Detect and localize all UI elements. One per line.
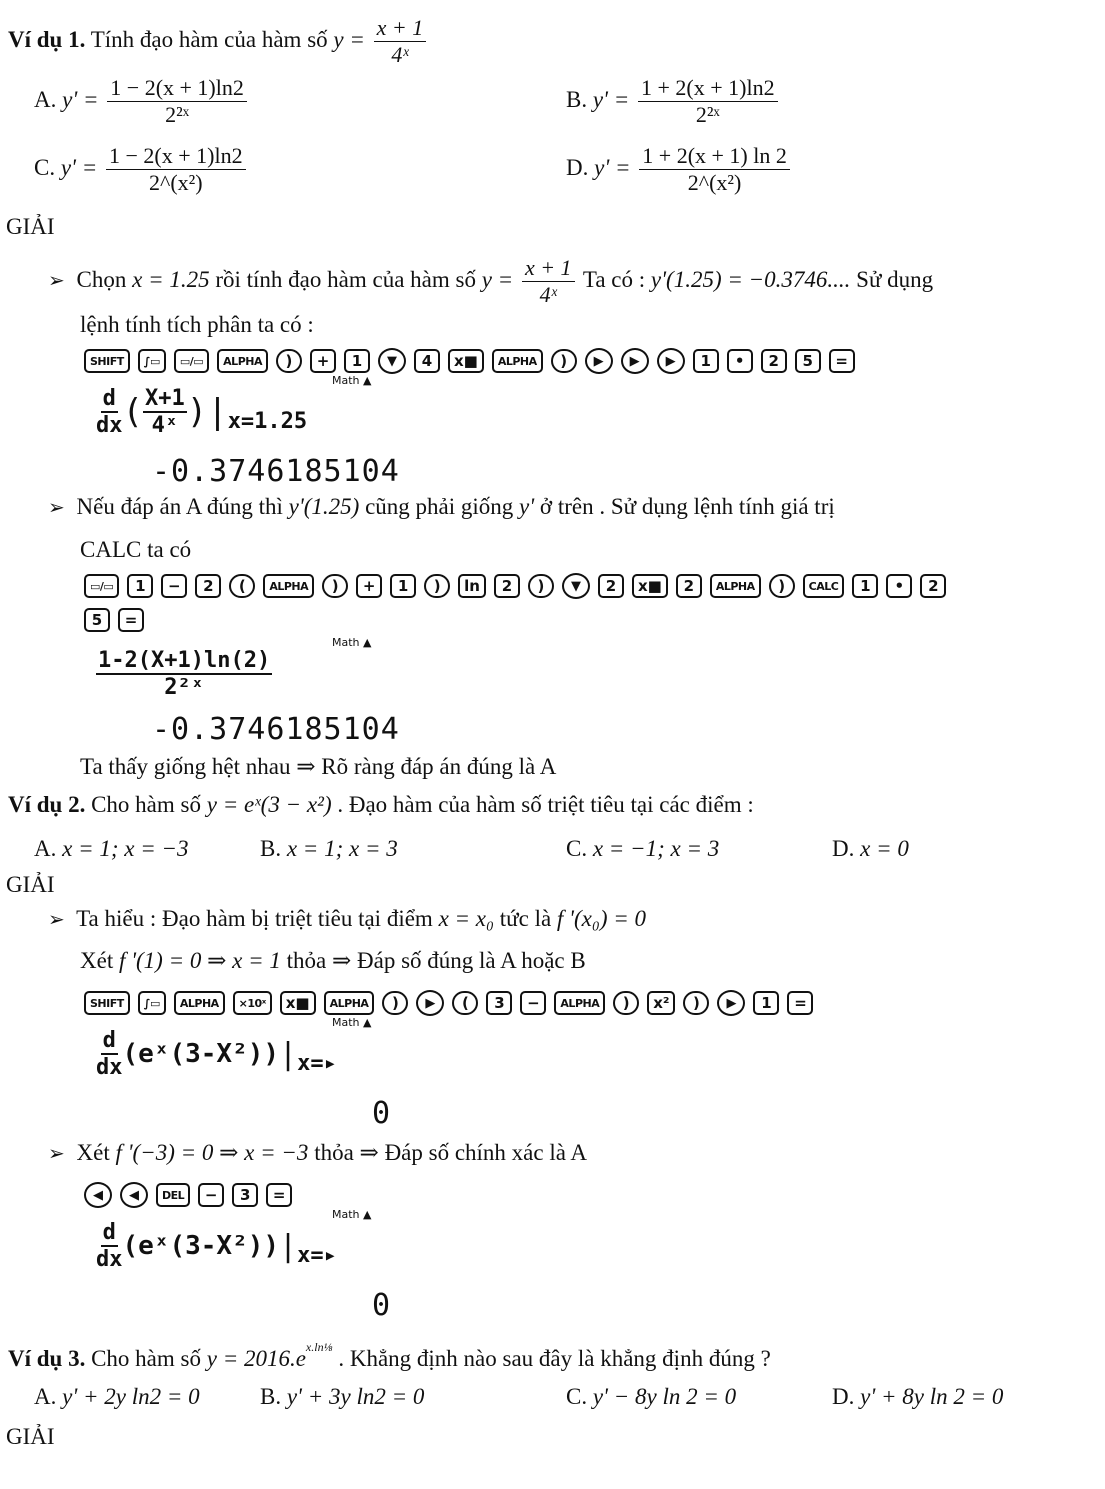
calc-key[interactable]: ∫▭ xyxy=(138,349,166,373)
lcd-flag: Math ▲ xyxy=(332,636,372,649)
ex2-keys2 xyxy=(84,1182,292,1208)
calc-key[interactable]: 2 xyxy=(761,349,787,373)
ex1-func-lhs: y = xyxy=(333,26,365,52)
calc-key[interactable]: CALC xyxy=(803,574,845,598)
calc-key[interactable]: + xyxy=(356,574,382,598)
ex3-option-a xyxy=(34,1384,200,1410)
bullet-arrow-icon: ➢ xyxy=(48,269,65,292)
lcd-d: d xyxy=(102,386,116,411)
option-fraction xyxy=(106,144,246,195)
calc-key[interactable]: ALPHA xyxy=(492,349,543,373)
lcd-num: X+1 xyxy=(144,386,185,411)
ex2-statement xyxy=(8,792,754,818)
ex2-title: Ví dụ 2. xyxy=(8,792,86,817)
option-lhs: y' = xyxy=(594,154,631,180)
option-lhs: y' = xyxy=(62,86,99,112)
ex1-step1-line2: lệnh tính tích phân ta có : xyxy=(80,312,314,337)
bullet-arrow-icon: ➢ xyxy=(48,1143,65,1165)
lcd-d: d xyxy=(102,1028,116,1053)
option-letter: D. xyxy=(566,154,589,180)
calc-key[interactable]: = xyxy=(829,349,855,373)
calc-key[interactable]: • xyxy=(727,349,753,373)
lcd-num: 1-2(X+1)ln(2) xyxy=(98,648,271,673)
option-fraction xyxy=(639,144,790,195)
text: Rõ ràng đáp án đúng là A xyxy=(321,754,557,779)
ex1-step2-line2: CALC ta có xyxy=(80,537,192,562)
math: y' xyxy=(519,494,535,519)
ex1-statement xyxy=(8,16,429,67)
calc-key[interactable]: 2 xyxy=(598,574,624,598)
math: x = 1.25 xyxy=(132,266,210,292)
option-value: x = 0 xyxy=(860,836,909,861)
ex2-option-c xyxy=(566,836,719,862)
lcd-fraction xyxy=(96,648,272,700)
option-letter: C. xyxy=(566,1384,588,1409)
math: f '(1) = 0 ⇒ x = 1 xyxy=(118,948,281,973)
lcd-deriv xyxy=(96,1028,123,1080)
option-value: x = 1; x = −3 xyxy=(62,836,189,861)
option-num: 1 − 2(x + 1)ln2 xyxy=(107,76,247,102)
fraction xyxy=(522,256,575,307)
den: 4ˣ xyxy=(539,282,557,308)
calc-key[interactable]: ◀ xyxy=(84,1182,112,1208)
lcd-result: -0.3746185104 xyxy=(152,454,400,489)
calc-key[interactable]: ▶ xyxy=(717,990,745,1016)
ex1-option-b xyxy=(566,76,781,127)
ex1-giai-heading: GIẢI xyxy=(6,214,55,239)
calc-key[interactable]: ( xyxy=(452,991,478,1015)
text: cũng phải giống xyxy=(365,494,514,519)
ex1-text: Tính đạo hàm của hàm số xyxy=(90,26,328,52)
option-den: 2²ˣ xyxy=(695,102,720,128)
lcd-result: 0 xyxy=(372,1288,392,1323)
lcd-result: 0 xyxy=(372,1096,392,1131)
ex1-keys2a xyxy=(84,573,946,599)
calc-key[interactable]: x■ xyxy=(448,349,484,373)
option-letter: A. xyxy=(34,1384,57,1409)
calc-key[interactable]: 5 xyxy=(84,608,110,632)
option-letter: B. xyxy=(260,1384,282,1409)
calc-key[interactable]: 2 xyxy=(920,574,946,598)
calc-key[interactable]: ALPHA xyxy=(554,991,605,1015)
option-fraction xyxy=(107,76,247,127)
ex1-keys1 xyxy=(84,348,855,374)
calc-key[interactable]: 1 xyxy=(127,574,153,598)
calc-key[interactable]: = xyxy=(787,991,813,1015)
lcd-fraction xyxy=(143,386,187,438)
calc-key[interactable]: 1 xyxy=(753,991,779,1015)
text: thỏa xyxy=(286,948,327,973)
calc-key[interactable]: 2 xyxy=(494,574,520,598)
option-letter: B. xyxy=(260,836,282,861)
calc-key[interactable]: 1 xyxy=(852,574,878,598)
lcd-frac-stack xyxy=(96,648,272,700)
option-letter: B. xyxy=(566,86,588,112)
calc-key[interactable]: ALPHA xyxy=(710,574,761,598)
calc-key[interactable]: • xyxy=(886,574,912,598)
lcd-expr: (eˣ(3-X²)) xyxy=(122,1039,280,1069)
lcd-dx: dx xyxy=(96,1247,123,1272)
text: Sử dụng xyxy=(856,266,934,292)
ex2-option-a xyxy=(34,836,189,862)
option-letter: A. xyxy=(34,836,57,861)
option-den: 2^(x²) xyxy=(687,170,742,196)
calc-key[interactable]: ▼ xyxy=(378,348,406,374)
calc-key[interactable]: ▶ xyxy=(585,348,613,374)
option-value: y' + 3y ln2 = 0 xyxy=(286,1384,425,1409)
math: y'(1.25) = −0.3746.... xyxy=(650,266,851,292)
calc-key[interactable]: ) xyxy=(322,574,348,598)
bullet-arrow-icon: ➢ xyxy=(48,497,65,519)
lcd-result: -0.3746185104 xyxy=(152,712,400,747)
lcd-expression: d dx (eˣ(3-X²)) | x=▸ xyxy=(96,1220,337,1272)
ex1-lcd2 xyxy=(96,636,416,752)
option-letter: A. xyxy=(34,86,57,112)
ex2-keys1 xyxy=(84,990,813,1016)
text: Ta hiểu : Đạo hàm bị triệt tiêu tại điểm xyxy=(76,906,433,931)
option-value: y' + 8y ln 2 = 0 xyxy=(860,1384,1004,1409)
calc-key[interactable]: ×10ˣ xyxy=(233,991,272,1015)
calc-key[interactable]: ◀ xyxy=(120,1182,148,1208)
calc-key[interactable]: 4 xyxy=(414,349,440,373)
ex1-conclusion xyxy=(80,754,556,780)
ex3-option-c xyxy=(566,1384,736,1410)
option-fraction xyxy=(638,76,778,127)
calc-key[interactable]: ▶ xyxy=(621,348,649,374)
option-lhs: y' = xyxy=(592,86,630,112)
math: y = xyxy=(481,266,514,292)
math: f '(x₀) = 0 xyxy=(556,906,647,931)
math: y = 2016.e xyxy=(206,1346,306,1371)
text: rồi tính đạo hàm của hàm số xyxy=(215,266,476,292)
calc-key[interactable]: ▭/▭ xyxy=(174,349,209,373)
ex3-option-b xyxy=(260,1384,424,1410)
calc-key[interactable]: = xyxy=(266,1183,292,1207)
calc-key[interactable]: SHIFT xyxy=(84,991,130,1015)
calc-key[interactable]: ) xyxy=(551,349,577,373)
calc-key[interactable]: x■ xyxy=(632,574,668,598)
option-value: y' − 8y ln 2 = 0 xyxy=(592,1384,737,1409)
lcd-flag: Math ▲ xyxy=(332,1208,372,1221)
calc-key[interactable]: 3 xyxy=(486,991,512,1015)
ex2-step3 xyxy=(48,1140,587,1166)
option-letter: C. xyxy=(34,154,56,180)
calc-key[interactable]: ▶ xyxy=(416,990,444,1016)
ex1-func-fraction xyxy=(374,16,427,67)
lcd-eval: x=▸ xyxy=(297,1050,337,1076)
calc-key[interactable]: ln xyxy=(458,574,486,598)
calc-key[interactable]: 1 xyxy=(344,349,370,373)
bullet-arrow-icon: ➢ xyxy=(48,909,65,931)
ex1-func-num: x + 1 xyxy=(374,16,427,42)
ex2-step1 xyxy=(48,906,646,932)
ex1-step1 xyxy=(48,256,933,307)
lcd-eval: x=▸ xyxy=(297,1242,337,1268)
text: ở trên . Sử dụng lệnh tính giá trị xyxy=(539,494,835,519)
calc-key[interactable]: ▭/▭ xyxy=(84,574,119,598)
calc-key[interactable]: 5 xyxy=(795,349,821,373)
lcd-d: d xyxy=(102,1220,116,1245)
text: Xét xyxy=(76,1140,110,1165)
ex2-lcd1 xyxy=(96,1016,416,1136)
lcd-expression: d dx (eˣ(3-X²)) | x=▸ xyxy=(96,1028,337,1080)
calc-key[interactable]: ▼ xyxy=(562,573,590,599)
ex1-step2 xyxy=(48,494,835,520)
lcd-deriv xyxy=(96,386,123,438)
ex1-option-c xyxy=(34,144,249,195)
text: tức là xyxy=(499,906,552,931)
lcd-flag: Math ▲ xyxy=(332,1016,372,1029)
option-den: 2²ˣ xyxy=(165,102,190,128)
option-letter: C. xyxy=(566,836,588,861)
num: x + 1 xyxy=(522,256,575,282)
ex2-lcd2 xyxy=(96,1208,416,1328)
ex3-option-d xyxy=(832,1384,1003,1410)
math: x = x₀ xyxy=(438,906,494,931)
calc-key[interactable]: ) xyxy=(528,574,554,598)
option-num: 1 − 2(x + 1)ln2 xyxy=(106,144,246,170)
calc-key[interactable]: x■ xyxy=(280,991,316,1015)
calc-key[interactable]: ) xyxy=(424,574,450,598)
ex1-keys2b xyxy=(84,608,144,632)
text: . Đạo hàm của hàm số triệt tiêu tại các điểm : xyxy=(337,792,754,817)
math: y'(1.25) xyxy=(288,494,360,519)
text: Cho hàm số xyxy=(91,1346,201,1371)
text: Chọn xyxy=(76,266,127,292)
lcd-den: 4ˣ xyxy=(151,413,179,438)
option-letter: D. xyxy=(832,836,855,861)
text: Cho hàm số xyxy=(91,792,201,817)
calc-key[interactable]: ( xyxy=(229,574,255,598)
lcd-expr: (eˣ(3-X²)) xyxy=(122,1231,280,1261)
text: . Khẳng định nào sau đây là khẳng định đúng ? xyxy=(338,1346,771,1371)
option-value: y' + 2y ln2 = 0 xyxy=(62,1384,200,1409)
math-exponent: x.ln⅛ xyxy=(305,1340,333,1355)
lcd-den: 2²ˣ xyxy=(164,675,204,700)
ex2-giai-heading: GIẢI xyxy=(6,872,55,897)
option-den: 2^(x²) xyxy=(149,170,203,196)
ex2-option-d xyxy=(832,836,909,862)
ex1-func-den: 4ˣ xyxy=(391,42,409,68)
calc-key[interactable]: 2 xyxy=(195,574,221,598)
ex3-giai-heading: GIẢI xyxy=(6,1424,55,1449)
calc-key[interactable]: ) xyxy=(769,574,795,598)
calc-key[interactable]: − xyxy=(161,574,187,598)
ex3-title: Ví dụ 3. xyxy=(8,1346,86,1371)
implies-icon: ⇒ xyxy=(296,754,316,779)
math: y = eˣ(3 − x²) xyxy=(206,792,332,817)
calc-key[interactable]: ) xyxy=(276,349,302,373)
calc-key[interactable]: x² xyxy=(647,991,675,1015)
calc-key[interactable]: ∫▭ xyxy=(138,991,166,1015)
text: thỏa xyxy=(314,1140,354,1165)
calc-key[interactable]: ALPHA xyxy=(217,349,268,373)
lcd-eval: x=1.25 xyxy=(227,408,308,434)
calc-key[interactable]: DEL xyxy=(156,1183,190,1207)
calc-key[interactable]: SHIFT xyxy=(84,349,130,373)
lcd-dx: dx xyxy=(96,413,123,438)
option-num: 1 + 2(x + 1) ln 2 xyxy=(639,144,790,170)
text: ⇒ Đáp số đúng là A hoặc B xyxy=(331,948,586,973)
math: f '(−3) = 0 ⇒ x = −3 xyxy=(115,1140,309,1165)
option-num: 1 + 2(x + 1)ln2 xyxy=(638,76,778,102)
ex1-lcd1 xyxy=(96,374,416,492)
text: Ta có : xyxy=(582,266,646,292)
calc-key[interactable]: 2 xyxy=(676,574,702,598)
calc-key[interactable]: ALPHA xyxy=(174,991,225,1015)
option-letter: D. xyxy=(832,1384,855,1409)
lcd-dx: dx xyxy=(96,1055,123,1080)
text: Nếu đáp án A đúng thì xyxy=(76,494,283,519)
ex2-step2 xyxy=(80,948,586,974)
text: ⇒ Đáp số chính xác là A xyxy=(359,1140,588,1165)
ex1-option-a xyxy=(34,76,250,127)
calc-key[interactable]: ALPHA xyxy=(263,574,314,598)
calc-key[interactable]: ▶ xyxy=(657,348,685,374)
ex1-option-d xyxy=(566,144,793,195)
option-lhs: y' = xyxy=(60,154,98,180)
text: Xét xyxy=(80,948,114,973)
calc-key[interactable]: 1 xyxy=(693,349,719,373)
option-value: x = 1; x = 3 xyxy=(286,836,398,861)
calc-key[interactable]: ) xyxy=(382,991,408,1015)
lcd-expression: d dx ( $\frac{X+1}{\text{4ˣ}}$ )| x=1.25 xyxy=(96,386,308,438)
ex3-statement xyxy=(8,1340,771,1372)
text: Ta thấy giống hệt nhau xyxy=(80,754,291,779)
calc-key[interactable]: ) xyxy=(613,991,639,1015)
calc-key[interactable]: = xyxy=(118,608,144,632)
calc-key[interactable]: − xyxy=(198,1183,224,1207)
calc-key[interactable]: ALPHA xyxy=(324,991,375,1015)
calc-key[interactable]: 1 xyxy=(390,574,416,598)
ex2-option-b xyxy=(260,836,398,862)
calc-key[interactable]: 3 xyxy=(232,1183,258,1207)
calc-key[interactable]: ) xyxy=(683,991,709,1015)
calc-key[interactable]: − xyxy=(520,991,546,1015)
calc-key[interactable]: + xyxy=(310,349,336,373)
option-value: x = −1; x = 3 xyxy=(592,836,720,861)
lcd-deriv xyxy=(96,1220,123,1272)
ex1-title: Ví dụ 1. xyxy=(8,26,86,52)
lcd-flag: Math ▲ xyxy=(332,374,372,387)
